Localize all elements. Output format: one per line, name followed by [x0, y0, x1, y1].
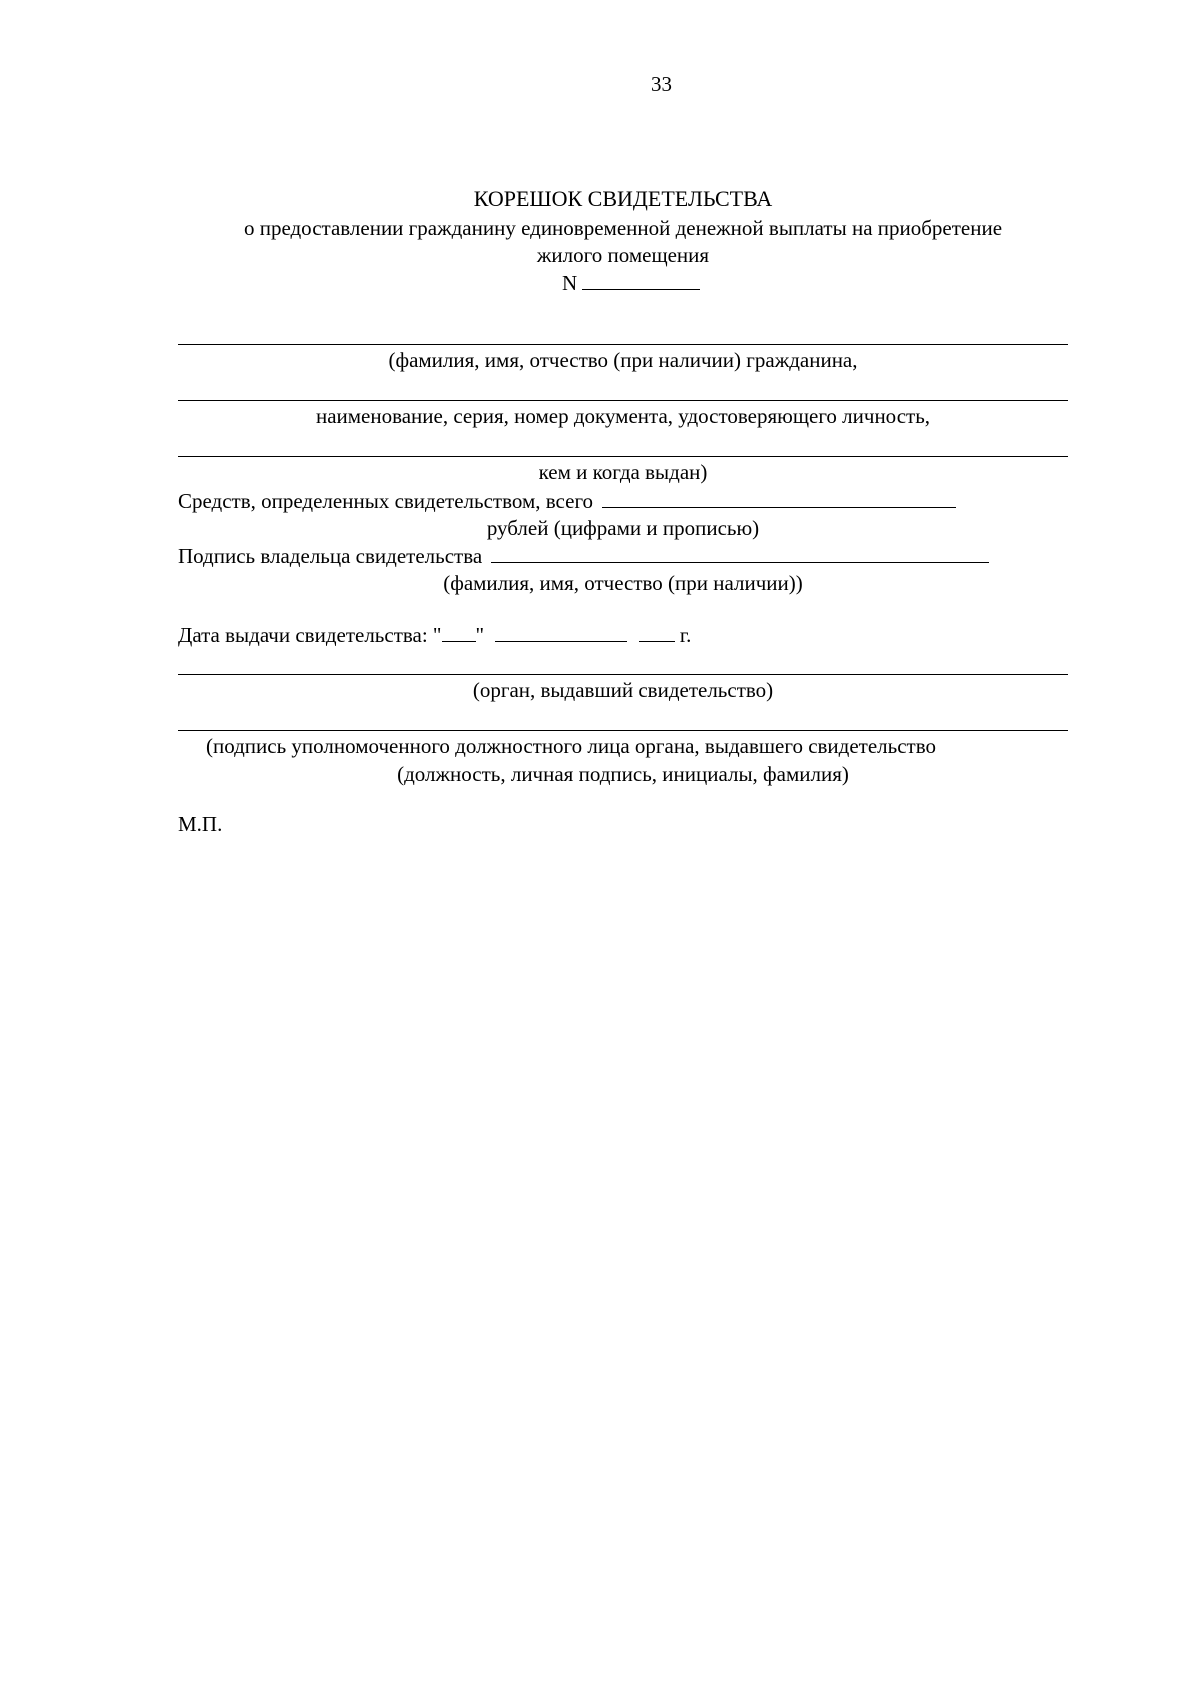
stamp-place: М.П.	[178, 812, 223, 836]
fio-caption: (фамилия, имя, отчество (при наличии) гражданина,	[388, 348, 858, 372]
funds-blank[interactable]	[602, 488, 956, 508]
document-blank-line[interactable]	[178, 400, 1068, 401]
page-number: 33	[651, 72, 672, 96]
funds-row	[178, 488, 956, 514]
official-caption-line1: (подпись уполномоченного должностного лица органа, выдавшего свидетельство	[206, 734, 936, 758]
signature-blank[interactable]	[491, 543, 989, 563]
issued-blank-line[interactable]	[178, 456, 1068, 457]
official-blank-line[interactable]	[178, 730, 1068, 731]
issue-date-month-blank[interactable]	[495, 622, 627, 642]
issue-date-quote-close: "	[475, 623, 485, 647]
organ-blank-line[interactable]	[178, 674, 1068, 675]
official-caption-line2: (должность, личная подпись, инициалы, фамилия)	[397, 762, 849, 786]
signature-label: Подпись владельца свидетельства	[178, 544, 483, 568]
certificate-number-row	[562, 270, 700, 296]
document-subtitle-line1: о предоставлении гражданину единовременной денежной выплаты на приобретение	[243, 216, 1003, 240]
document-title: КОРЕШОК СВИДЕТЕЛЬСТВА	[473, 186, 773, 211]
certificate-number-label: N	[562, 271, 578, 295]
issue-date-year-blank[interactable]	[639, 622, 675, 642]
issue-date-day-blank[interactable]	[442, 622, 476, 642]
issued-caption: кем и когда выдан)	[538, 460, 708, 484]
fio-blank-line[interactable]	[178, 344, 1068, 345]
funds-label: Средств, определенных свидетельством, всего	[178, 489, 594, 513]
funds-caption: рублей (цифрами и прописью)	[486, 516, 760, 540]
document-caption: наименование, серия, номер документа, удостоверяющего личность,	[315, 404, 931, 428]
organ-caption: (орган, выдавший свидетельство)	[472, 678, 774, 702]
signature-caption: (фамилия, имя, отчество (при наличии))	[443, 571, 803, 595]
issue-date-year-suffix: г.	[679, 623, 692, 647]
issue-date-row	[178, 622, 691, 648]
document-subtitle-line2: жилого помещения	[536, 243, 710, 267]
certificate-number-blank[interactable]	[582, 270, 700, 290]
signature-row	[178, 543, 989, 569]
issue-date-label: Дата выдачи свидетельства: "	[178, 623, 442, 647]
